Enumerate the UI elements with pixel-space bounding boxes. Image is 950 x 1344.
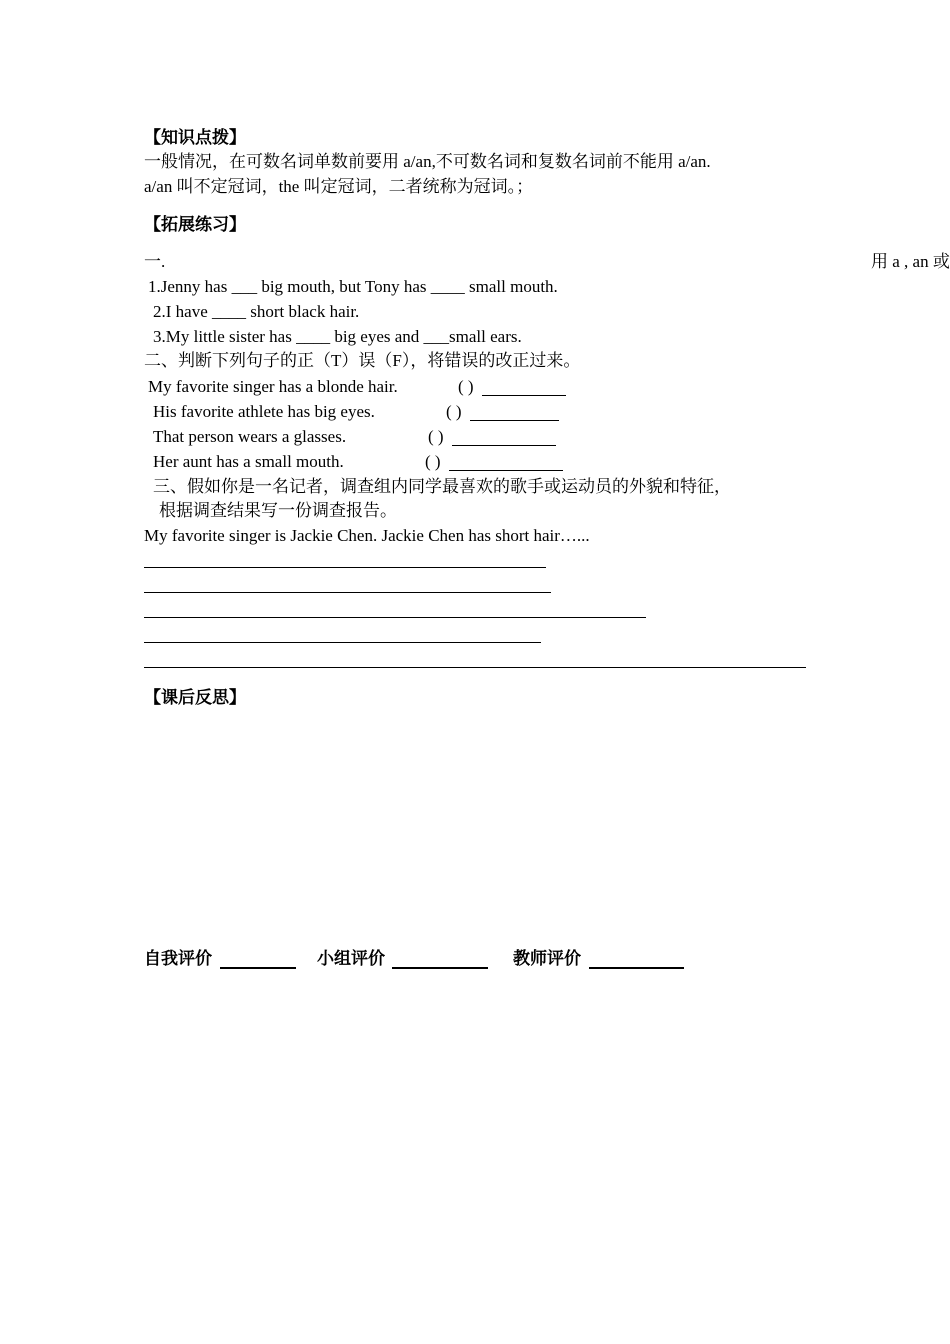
teacher-evaluation-blank[interactable] — [589, 967, 684, 969]
knowledge-heading: 【知识点拨】 — [144, 128, 246, 147]
part1-instruction-cut: 用 a , an 或 — [871, 252, 950, 271]
knowledge-line-1: 一般情况，在可数名词单数前要用 a/an,不可数名词和复数名词前不能用 a/an. — [144, 152, 711, 171]
part2-title: 二、判断下列句子的正（T）误（F），将错误的改正过来。 — [144, 351, 581, 370]
part2-item-4-sentence: Her aunt has a small mouth. — [153, 452, 344, 471]
writing-line-1[interactable] — [144, 567, 546, 568]
writing-line-5[interactable] — [144, 667, 806, 668]
knowledge-line-2: a/an 叫不定冠词，the 叫定冠词，二者统称为冠词。； — [144, 177, 534, 196]
part2-item-1-answer-line[interactable] — [482, 395, 566, 396]
part3-title-line-2: 根据调查结果写一份调查报告。 — [159, 501, 397, 520]
part2-item-1-sentence: My favorite singer has a blonde hair. — [148, 377, 398, 396]
part2-item-2-paren: ( ) — [446, 402, 462, 421]
part2-item-3-sentence: That person wears a glasses. — [153, 427, 347, 446]
self-evaluation-blank[interactable] — [220, 967, 296, 969]
part1-item-3: 3.My little sister has ____ big eyes and ___small ears. — [153, 327, 522, 346]
part2-item-2-sentence: His favorite athlete has big eyes. — [153, 402, 375, 421]
reflection-heading: 【课后反思】 — [144, 688, 246, 707]
writing-line-2[interactable] — [144, 592, 551, 593]
part1-item-1: 1.Jenny has ___ big mouth, but Tony has ____ small mouth. — [148, 277, 558, 296]
practice-heading: 【拓展练习】 — [144, 215, 246, 234]
part2-item-4-answer-line[interactable] — [449, 470, 563, 471]
part2-item-3-paren: ( ) — [428, 427, 444, 446]
part1-item-2: 2.I have ____ short black hair. — [153, 302, 360, 321]
writing-line-3[interactable] — [144, 617, 646, 618]
writing-line-4[interactable] — [144, 642, 541, 643]
teacher-evaluation-label: 教师评价 — [513, 949, 581, 968]
group-evaluation-blank[interactable] — [392, 967, 488, 969]
part2-item-1-paren: ( ) — [458, 377, 474, 396]
part1-prefix: 一. — [144, 252, 166, 271]
part2-item-4-paren: ( ) — [425, 452, 441, 471]
part2-item-2-answer-line[interactable] — [470, 420, 559, 421]
part3-sample-sentence: My favorite singer is Jackie Chen. Jackie Chen has short hair…... — [144, 526, 590, 545]
part3-title-line-1: 三、假如你是一名记者，调查组内同学最喜欢的歌手或运动员的外貌和特征， — [153, 477, 731, 496]
group-evaluation-label: 小组评价 — [317, 949, 385, 968]
part2-item-3-answer-line[interactable] — [452, 445, 556, 446]
self-evaluation-label: 自我评价 — [144, 949, 212, 968]
